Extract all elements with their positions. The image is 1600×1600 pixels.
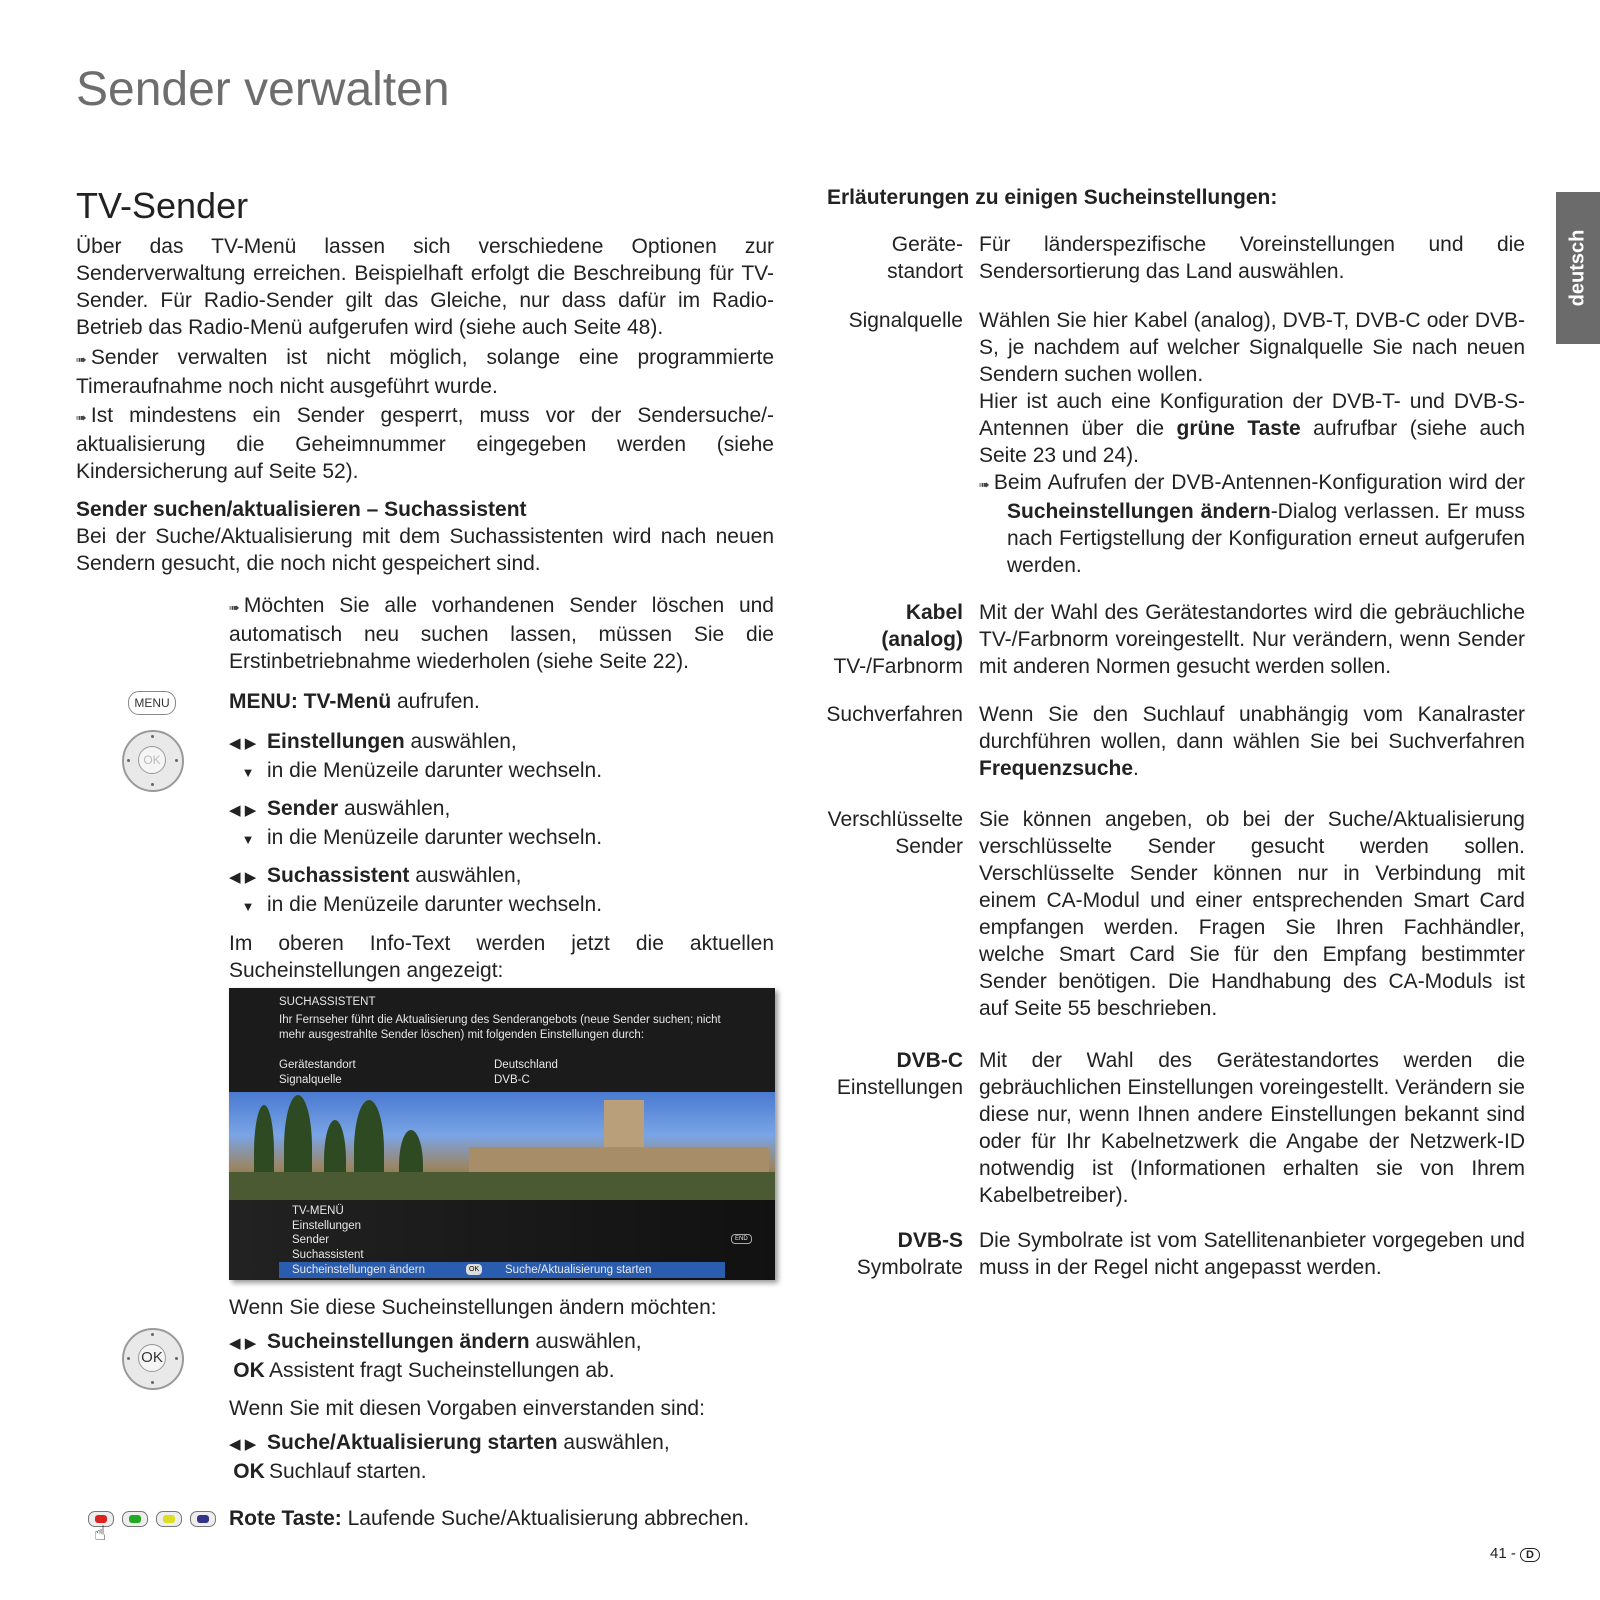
- yellow-button-icon: [156, 1511, 182, 1527]
- down-arrow-icon: ▼: [241, 832, 255, 847]
- ok-center-icon: OK: [138, 1344, 166, 1372]
- change-steps: [229, 1328, 642, 1384]
- label-signalquelle: Signalquelle: [848, 309, 963, 332]
- agree-steps: [229, 1429, 670, 1485]
- section-title: TV-Sender: [76, 185, 249, 226]
- step-2-rest: auswählen,: [338, 797, 451, 820]
- label-suchverfahren: Suchverfahren: [826, 703, 963, 726]
- page-number: [1490, 1545, 1540, 1562]
- red-rest: Laufende Suche/Aktualisierung abbrechen.: [341, 1507, 750, 1530]
- screen-row2-label: Signalquelle: [279, 1074, 342, 1086]
- screen-menu-item: Sender: [292, 1234, 330, 1246]
- step-1-rest: auswählen,: [404, 730, 517, 753]
- agree-step-bold: Suche/Aktualisierung starten: [267, 1431, 558, 1454]
- screen-menu-item: Einstellungen: [292, 1220, 362, 1232]
- ok-center-icon: OK: [138, 746, 166, 774]
- desc-dvb-s: Die Symbolrate ist vom Satellitenanbieter vorgegeben und muss in der Regel nicht angepasst werden.: [979, 1229, 1525, 1279]
- left-right-arrows-icon: ◀ ▶: [229, 1335, 257, 1352]
- label-kabel-analog: Kabel (analog) TV-/Farbnorm: [833, 601, 963, 678]
- step-2: [229, 795, 602, 853]
- right-heading: Erläuterungen zu einigen Sucheinstellungen:: [827, 186, 1278, 209]
- change-ok-text: Assistent fragt Sucheinstellungen ab.: [269, 1359, 615, 1382]
- note-arrow-icon: ➠: [229, 600, 240, 615]
- note-reset: [229, 592, 774, 675]
- red-bold: Rote Taste:: [229, 1507, 342, 1530]
- ok-label: OK: [233, 1359, 265, 1382]
- ok-label: OK: [233, 1460, 265, 1483]
- language-tab: [1556, 192, 1600, 344]
- note-locked-text: Ist mindestens ein Sender gesperrt, muss vor der Sendersuche/-aktualisierung die Geheimnummer eingegeben werden (siehe Kindersicherung auf Seite 52).: [76, 404, 774, 483]
- menu-step-rest: aufrufen.: [391, 690, 480, 713]
- note-timer: [76, 344, 774, 400]
- hand-pointer-icon: ☝: [94, 1523, 107, 1545]
- tv-screenshot: [229, 988, 775, 1280]
- left-right-arrows-icon: ◀ ▶: [229, 802, 257, 819]
- ok-pad-icon: [122, 1328, 184, 1390]
- step-3: [229, 862, 602, 920]
- navigation-pad-icon: [122, 730, 184, 792]
- sub-heading: Sender suchen/aktualisieren – Suchassistent: [76, 498, 527, 521]
- green-button-icon: [122, 1511, 148, 1527]
- desc-kabel-analog: Mit der Wahl des Gerätestandortes wird die gebräuchliche TV-/Farbnorm voreingestellt. Nur verändern, wenn Sender mit anderen Normen gesucht werden sollen.: [979, 601, 1525, 678]
- label-verschluesselte-sender: Verschlüsselte Sender: [827, 808, 963, 858]
- step-2-down: in die Menüzeile darunter wechseln.: [267, 826, 603, 849]
- left-right-arrows-icon: ◀ ▶: [229, 869, 257, 886]
- agree-ok-text: Suchlauf starten.: [269, 1460, 427, 1483]
- note-arrow-icon: ➠: [76, 410, 87, 425]
- desc-signalquelle: Wählen Sie hier Kabel (analog), DVB-T, DVB-C oder DVB-S, je nachdem auf welcher Signalquelle Sie nach neuen Sendern suchen wollen. Hier ist auch eine Konfiguration der DVB-T- und DVB-S-Antennen über die grüne Taste aufrufbar (siehe auch Seite 23 und 24). ➠ Beim Aufrufen der DVB-Antennen-Konfiguration wird der Sucheinstellungen ändern-Dialog verlassen. Er muss nach Fertigstellung der Konfiguration erneut aufgerufen werden.: [979, 309, 1525, 577]
- page-number-text: 41 -: [1490, 1545, 1516, 1562]
- screen-menu-item: Suchassistent: [292, 1249, 364, 1261]
- screen-menu-item-right: Suche/Aktualisierung starten: [505, 1264, 652, 1276]
- desc-verschluesselte-sender: Sie können angeben, ob bei der Suche/Aktualisierung verschlüsselte Sender gesucht werden sollen. Verschlüsselte Sender können nur in Verbindung mit einem CA-Modul und einer entsprechenden Smart Card empfangen werden. Fragen Sie Ihren Fachhändler, welche Smart Card Sie für den Empfang bestimmter Sender benötigen. Die Handhabung des CA-Moduls ist auf Seite 55 beschrieben.: [979, 808, 1525, 1020]
- step-2-bold: Sender: [267, 797, 339, 820]
- step-1-down: in die Menüzeile darunter wechseln.: [267, 759, 603, 782]
- info-text: Im oberen Info-Text werden jetzt die aktuellen Sucheinstellungen angezeigt:: [229, 932, 774, 982]
- note-locked: [76, 402, 774, 485]
- screen-title: SUCHASSISTENT: [279, 996, 376, 1008]
- step-3-bold: Suchassistent: [267, 864, 410, 887]
- menu-button-icon: MENU: [128, 691, 176, 715]
- step-3-down: in die Menüzeile darunter wechseln.: [267, 893, 603, 916]
- intro-paragraph: Über das TV-Menü lassen sich verschiedene Optionen zur Senderverwaltung erreichen. Beispielhaft erfolgt die Beschreibung für TV-Sender. Für Radio-Sender gilt das Gleiche, nur dass dafür im Radio-Betrieb das Radio-Menü aufgerufen wird (siehe auch Seite 48).: [76, 235, 774, 339]
- screen-menu-item-selected: Sucheinstellungen ändern: [292, 1264, 425, 1276]
- desc-geraetestandort: Für länderspezifische Voreinstellungen und die Sendersortierung das Land auswählen.: [979, 233, 1525, 283]
- note-arrow-icon: ➠: [979, 477, 990, 492]
- screen-row2-value: DVB-C: [494, 1074, 530, 1086]
- agree-intro: Wenn Sie mit diesen Vorgaben einverstanden sind:: [229, 1397, 705, 1420]
- down-arrow-icon: ▼: [241, 765, 255, 780]
- page-title: Sender verwalten: [76, 63, 450, 116]
- left-right-arrows-icon: ◀ ▶: [229, 1436, 257, 1453]
- screen-row1-label: Gerätestandort: [279, 1059, 356, 1071]
- screen-body: Ihr Fernseher führt die Aktualisierung des Senderangebots (neue Sender suchen; nicht mehr ausgestrahlte Sender löschen) mit folgenden Einstellungen durch:: [279, 1014, 721, 1041]
- screen-end-icon: END: [731, 1234, 752, 1244]
- label-geraetestandort: Geräte- standort: [887, 233, 963, 283]
- desc-dvb-c: Mit der Wahl des Gerätestandortes werden die gebräuchlichen Einstellungen voreingestellt. Verändern sie diese nur, wenn Ihnen andere Einstellungen bekannt sind oder für Ihr Kabelnetzwerk die Angabe der Netzwerk-ID notwendig ist (Informationen erhalten sie von Ihrem Kabelbetreiber).: [979, 1049, 1525, 1207]
- change-step-rest: auswählen,: [529, 1330, 642, 1353]
- menu-step: [229, 688, 480, 715]
- note-reset-text: Möchten Sie alle vorhandenen Sender löschen und automatisch neu suchen lassen, müssen Sie die Erstinbetriebnahme wiederholen (siehe Seite 22).: [229, 594, 774, 673]
- label-dvb-c: DVB-C Einstellungen: [836, 1049, 963, 1099]
- landscape-photo: [229, 1092, 775, 1200]
- note-timer-text: Sender verwalten ist nicht möglich, solange eine programmierte Timeraufnahme noch nicht ausgeführt wurde.: [76, 346, 774, 398]
- label-dvb-s: DVB-S Symbolrate: [856, 1229, 963, 1279]
- desc-suchverfahren: Wenn Sie den Suchlauf unabhängig vom Kanalraster durchführen wollen, dann wählen Sie bei Suchverfahren Frequenzsuche.: [979, 703, 1525, 780]
- change-intro: Wenn Sie diese Sucheinstellungen ändern möchten:: [229, 1296, 717, 1319]
- note-arrow-icon: ➠: [76, 352, 87, 367]
- sub-text: Bei der Suche/Aktualisierung mit dem Suchassistenten wird nach neuen Sendern gesucht, die noch nicht gespeichert sind.: [76, 525, 774, 575]
- blue-button-icon: [190, 1511, 216, 1527]
- step-1-bold: Einstellungen: [267, 730, 405, 753]
- agree-step-rest: auswählen,: [557, 1431, 670, 1454]
- left-right-arrows-icon: ◀ ▶: [229, 735, 257, 752]
- down-arrow-icon: ▼: [241, 899, 255, 914]
- language-badge: D: [1520, 1548, 1540, 1562]
- language-tab-label: deutsch: [1566, 229, 1589, 307]
- step-1: [229, 728, 602, 786]
- screen-menu: [229, 1200, 775, 1280]
- change-step-bold: Sucheinstellungen ändern: [267, 1330, 530, 1353]
- screen-menu-item: TV-MENÜ: [292, 1205, 344, 1217]
- step-3-rest: auswählen,: [409, 864, 522, 887]
- screen-ok-icon: OK: [466, 1264, 482, 1275]
- red-button-text: [229, 1505, 749, 1532]
- menu-step-bold: MENU: TV-Menü: [229, 690, 392, 713]
- screen-row1-value: Deutschland: [494, 1059, 558, 1071]
